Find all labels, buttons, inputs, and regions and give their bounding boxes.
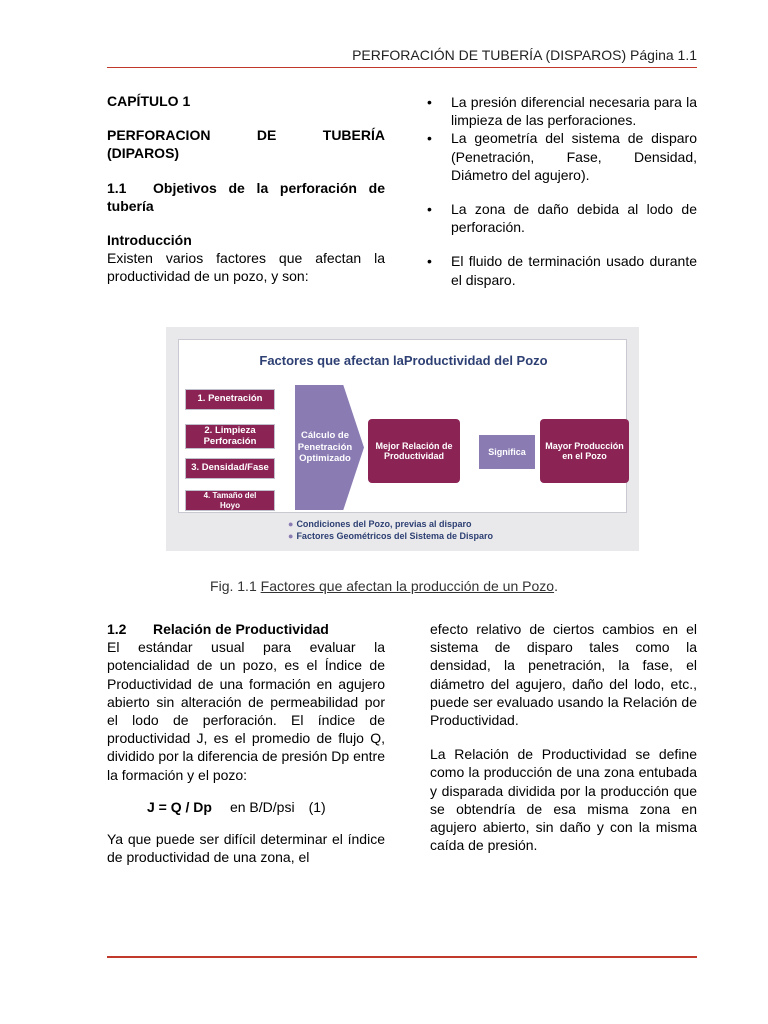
diagram-title: Factores que afectan laProductividad del Pozo bbox=[259, 353, 548, 368]
section-number: 1.2 bbox=[107, 621, 127, 637]
box-productivity-relation: Mejor Relación de Productividad bbox=[368, 419, 460, 483]
factor-hole-size: 4. Tamaño del Hoyo bbox=[185, 490, 275, 511]
paragraph: La Relación de Productividad se define como la producción de una zona entubada y disparada dividida por la producción que se obtendría de esa misma zona en agujero abierto, sin daño y con la misma caída de presión. bbox=[430, 746, 697, 854]
legend-item: ● Condiciones del Pozo, previas al disparo bbox=[288, 519, 472, 529]
caption-link-text: Factores que afectan la producción de un Pozo bbox=[260, 578, 555, 594]
section-title: Objetivos de la perforación de tubería bbox=[107, 179, 385, 214]
left-column-top bbox=[107, 92, 385, 286]
legend-item: ● Factores Geométricos del Sistema de Disparo bbox=[288, 531, 494, 542]
figure-caption: Fig. 1.1 Factores que afectan la producción de un Pozo. bbox=[210, 578, 558, 594]
box-means: Significa bbox=[479, 435, 535, 469]
equation bbox=[147, 798, 385, 816]
bullet-icon: • bbox=[427, 130, 432, 147]
paragraph: efecto relativo de ciertos cambios en el sistema de disparo tales como la densidad, la penetración, la fase, el diámetro del agujero, daño del lodo, etc., puede ser evaluado usando la Relación de Productividad. bbox=[430, 621, 697, 728]
section-title: Relación de Productividad bbox=[153, 621, 329, 637]
paragraph: Ya que puede ser difícil determinar el índice de productividad de una zona, el bbox=[107, 830, 385, 866]
factor-density-phase: 3. Densidad/Fase bbox=[185, 458, 275, 479]
bullet-icon: • bbox=[427, 200, 432, 217]
factor-penetration: 1. Penetración bbox=[185, 389, 275, 410]
section-heading-1-1 bbox=[107, 179, 385, 215]
list-item: • La zona de daño debida al lodo de perforación. bbox=[427, 200, 697, 236]
chapter-heading: CAPÍTULO 1 bbox=[107, 93, 191, 109]
list-item: • La presión diferencial necesaria para la limpieza de las perforaciones. bbox=[427, 94, 697, 129]
paragraph: El estándar usual para evaluar la potencialidad de un pozo, es el Índice de Productividad de una formación en agujero abierto sin alteración de permeabilidad por el lodo de perforación. El índice de productividad J, es el promedio de flujo Q, dividido por la diferencia de presión Dp entre la formación y el pozo: bbox=[107, 639, 385, 783]
factor-cleaning: 2. Limpieza Perforación bbox=[185, 424, 275, 449]
intro-paragraph: Existen varios factores que afectan la productividad de un pozo, y son: bbox=[107, 250, 385, 285]
running-header: PERFORACIÓN DE TUBERÍA (DISPAROS) Página 1.1 bbox=[352, 47, 697, 63]
legend-dot-icon: ● bbox=[288, 531, 294, 542]
factor-list bbox=[424, 93, 697, 289]
bullet-icon: • bbox=[427, 253, 432, 270]
diagram-legend bbox=[288, 518, 493, 542]
equation-number: (1) bbox=[308, 798, 326, 815]
intro-heading: Introducción bbox=[107, 231, 192, 248]
right-column-top bbox=[424, 93, 697, 289]
list-item: • El fluido de terminación usado durante el disparo. bbox=[427, 253, 697, 288]
footer-rule bbox=[107, 956, 697, 958]
equation-formula: J = Q / Dp bbox=[147, 798, 212, 815]
right-column-bottom bbox=[430, 620, 697, 854]
box-higher-production: Mayor Producción en el Pozo bbox=[540, 419, 629, 483]
equation-units: en B/D/psi bbox=[229, 798, 295, 815]
chapter-title-line1: PERFORACION DE TUBERÍA bbox=[107, 127, 385, 144]
figure-diagram bbox=[166, 327, 639, 551]
section-number: 1.1 bbox=[107, 179, 127, 196]
legend-dot-icon: ● bbox=[288, 519, 294, 529]
bullet-icon: • bbox=[427, 94, 432, 110]
chapter-title-line2: (DIPAROS) bbox=[107, 145, 180, 162]
left-column-bottom bbox=[107, 620, 385, 866]
header-rule bbox=[107, 67, 697, 68]
list-item: • La geometría del sistema de disparo (Penetración, Fase, Densidad, Diámetro del agujero). bbox=[427, 130, 697, 183]
section-heading-1-2 bbox=[107, 620, 385, 638]
arrow-label: Cálculo de Penetración Optimizado bbox=[297, 430, 353, 465]
chapter-title bbox=[107, 126, 385, 162]
diagram-panel bbox=[178, 339, 627, 513]
